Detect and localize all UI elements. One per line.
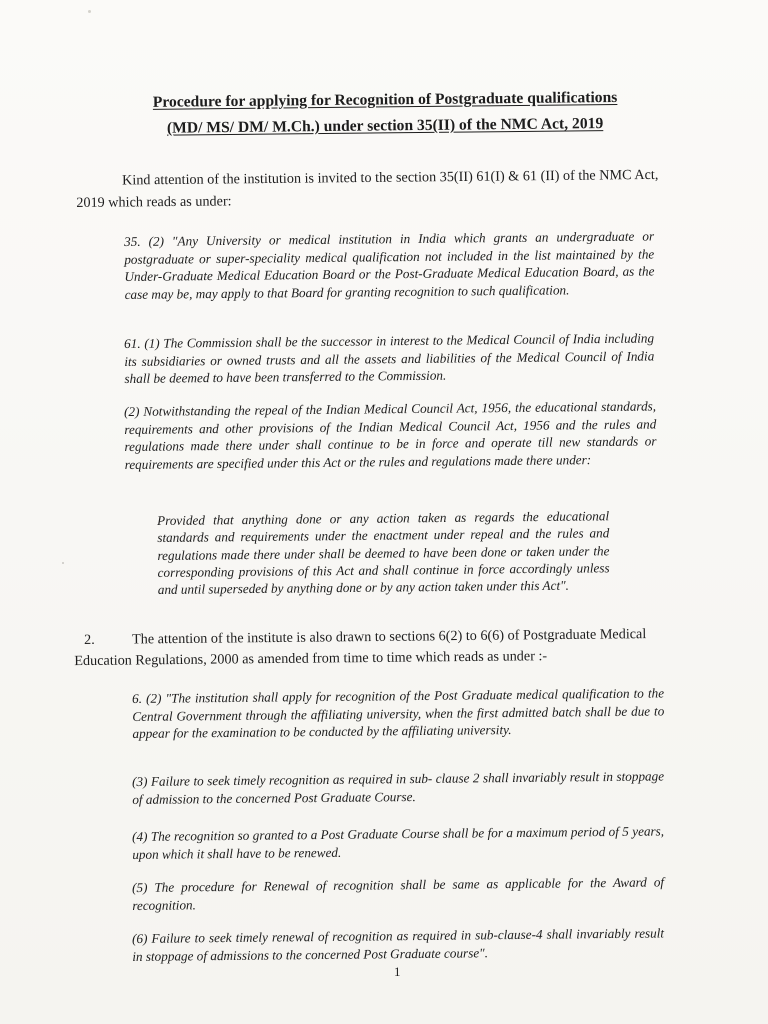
- page-number: 1: [394, 964, 401, 979]
- regulation-6-4: (4) The recognition so granted to a Post Graduate Course shall be for a maximum period of 5 years, upon which it shall have to be renewed.: [132, 823, 665, 862]
- paragraph-2-line-2: Education Regulations, 2000 as amended from time to time which reads as under :-: [74, 648, 548, 670]
- scan-speck: [88, 10, 91, 13]
- document-title-line-2: (MD/ MS/ DM/ M.Ch.) under section 35(II) of the NMC Act, 2019: [166, 115, 604, 137]
- section-35-2-quote: 35. (2) "Any University or medical institution in India which grants an undergraduate or postgraduate or super-speciality medical qualification not included in the list maintained by the Under-Graduate Medical Education Board or the Post-Graduate Medical Education Board, as the case may be, may apply to that Board for granting recognition to such qualification.: [124, 228, 655, 302]
- section-61-2-quote: (2) Notwithstanding the repeal of the Indian Medical Council Act, 1956, the educational standards, requirements and other provisions of the Indian Medical Council Act, 1956 and the rules and regulations made there under shall continue to be in force and operate till new standards or requirements are specified under this Act or the rules and regulations made there under:: [124, 398, 657, 472]
- proviso-quote: Provided that anything done or any action taken as regards the educational standards and requirements under the enactment under repeal and the rules and regulations made there under shall be deemed to have been done or taken under the corresponding provisions of this Act and shall continue in force accordingly unless and until superseded by anything done or by any action taken under this Act".: [157, 508, 610, 598]
- regulation-6-2: 6. (2) "The institution shall apply for recognition of the Post Graduate medical qualification to the Central Government through the affiliating university, when the first admitted batch shall be due to appear for the examination to be conducted by the affiliating university.: [132, 685, 665, 741]
- regulation-6-3: (3) Failure to seek timely recognition as required in sub- clause 2 shall invariably result in stoppage of admission to the concerned Post Graduate Course.: [132, 768, 665, 807]
- paragraph-2-number: 2.: [84, 631, 95, 648]
- scan-speck: [62, 562, 64, 564]
- document-title-line-1: Procedure for applying for Recognition of Postgraduate qualifications: [152, 88, 618, 111]
- intro-paragraph: [76, 163, 716, 214]
- regulation-6-5: (5) The procedure for Renewal of recognition shall be same as applicable for the Award of recognition.: [132, 874, 665, 913]
- intro-line-1: Kind attention of the institution is invited to the section 35(II) 61(I) & 61 (II) of the NMC Act,: [122, 166, 659, 189]
- paragraph-2-line-1: The attention of the institute is also drawn to sections 6(2) to 6(6) of Postgraduate Medical: [132, 626, 647, 648]
- regulation-6-6: (6) Failure to seek timely renewal of recognition as required in sub-clause-4 shall invariably result in stoppage of admissions to the concerned Post Graduate course".: [132, 925, 665, 964]
- paragraph-2: [74, 623, 714, 672]
- section-61-1-quote: 61. (1) The Commission shall be the successor in interest to the Medical Council of India including its subsidiaries or owned trusts and all the assets and liabilities of the Medical Council of India shall be deemed to have been transferred to the Commission.: [124, 330, 655, 386]
- intro-line-2: 2019 which reads as under:: [76, 193, 232, 211]
